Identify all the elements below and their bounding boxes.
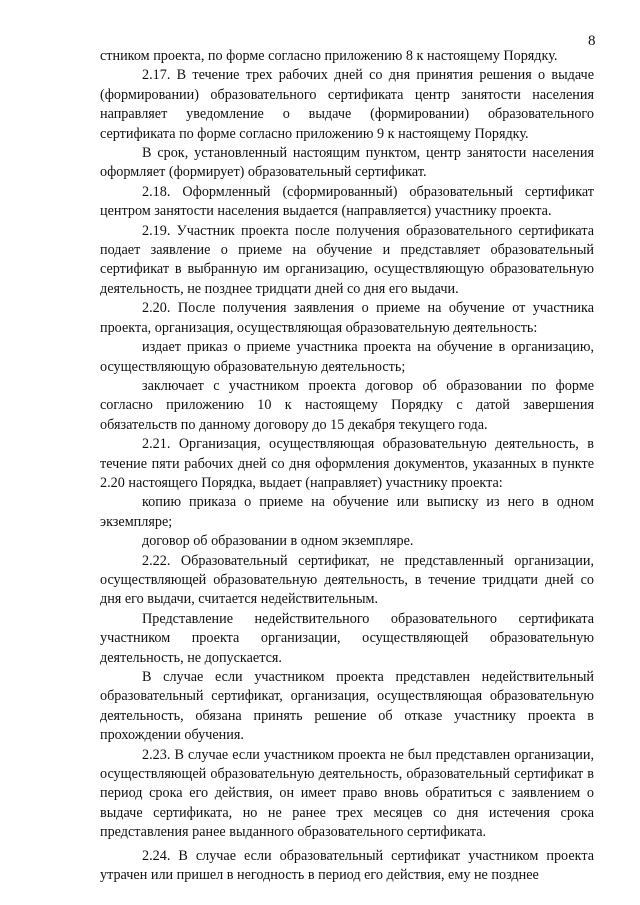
paragraph-2-24: 2.24. В случае если образовательный сертификат участником проекта утрачен или пришел в негодность в период его действия, ему не позднее (100, 847, 594, 884)
paragraph-2-20: 2.20. После получения заявления о приеме на обучение от участника проекта, организация, осуществляющая образовательную деятельность: (100, 300, 594, 336)
paragraph-2-18: 2.18. Оформленный (сформированный) образовательный сертификат центром занятости населения выдается (направляется) участнику проекта. (100, 183, 594, 220)
paragraph-2-19: 2.19. Участник проекта после получения образовательного сертификата подает заявление о приеме на обучение и представляет образовательный сертификат в выбранную им организацию, осуществляющую образовательную деятельность, не позднее тридцати дней со дня его выдачи. (100, 222, 594, 297)
paragraph-2-22: 2.22. Образовательный сертификат, не представленный организации, осуществляющей образовательную деятельность, в течение тридцати дней со дня его выдачи, считается недействительным. (100, 552, 594, 608)
paragraph-2-17-deadline: В срок, установленный настоящим пунктом, центр занятости населения оформляет (формирует) образовательный сертификат. (100, 145, 594, 181)
paragraph-2-20-contract: заключает с участником проекта договор об образовании по форме согласно приложению 10 к настоящему Порядку с датой завершения обязательств по данному договору до 15 декабря текущего года. (100, 377, 594, 433)
paragraph-2-22-invalid: Представление недействительного образовательного сертификата участником проекта организации, осуществляющей образовательную деятельность, не допускается. (100, 610, 594, 666)
paragraph-2-17: 2.17. В течение трех рабочих дней со дня принятия решения о выдаче (формировании) образовательного сертификата центр занятости населения направляет уведомление о выдаче (формировании) образовательного сертификата по форме согласно приложению 9 к настоящему Порядку. (100, 67, 594, 142)
paragraph-2-21-copy: копию приказа о приеме на обучение или выписку из него в одном экземпляре; (100, 494, 594, 530)
paragraph-continuation: стником проекта, по форме согласно приложению 8 к настоящему Порядку. (100, 48, 558, 64)
paragraph-2-23: 2.23. В случае если участником проекта не был представлен организации, осуществляющей образовательную деятельность, образовательный сертификат в период срока его действия, он имеет право вновь обратиться с заявлением о выдаче сертификата, но не ранее трех месяцев со дня истечения срока представления ранее выданного образовательного сертификата. (100, 746, 594, 841)
document-body (100, 47, 594, 885)
page-number: 8 (588, 33, 596, 49)
paragraph-2-20-order: издает приказ о приеме участника проекта на обучение в организацию, осуществляющую образовательную деятельность; (100, 339, 594, 375)
paragraph-2-22-refusal: В случае если участником проекта представлен недействительный образовательный сертификат, организация, осуществляющая образовательную деятельность, обязана принять решение об отказе участнику проекта в прохождении обучения. (100, 669, 594, 744)
paragraph-2-21-agreement: договор об образовании в одном экземпляре. (142, 533, 414, 550)
paragraph-2-21: 2.21. Организация, осуществляющая образовательную деятельность, в течение пяти рабочих дней со дня оформления документов, указанных в пункте 2.20 настоящего Порядка, выдает (направляет) участнику проекта: (100, 436, 594, 491)
